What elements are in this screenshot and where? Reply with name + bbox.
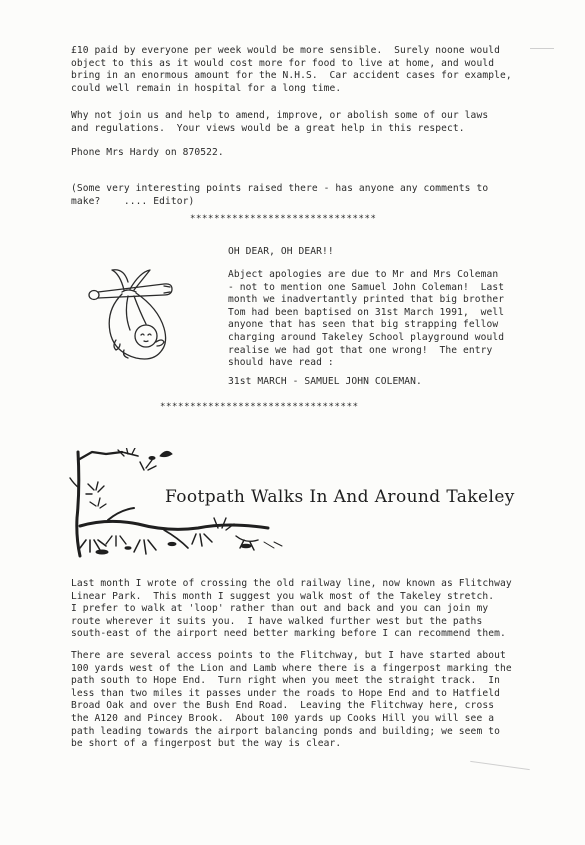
text-line: and regulations. Your views would be a great help in this respect. — [71, 122, 465, 134]
text-line: There are several access points to the Flitchway, but I have started about — [71, 650, 506, 661]
intro-paragraph-2 — [71, 110, 488, 135]
text-line: charging around Takeley School playground would — [228, 331, 505, 343]
text-line: Why not join us and help to amend, improve, or abolish some of our laws — [71, 110, 489, 121]
apology-heading: OH DEAR, OH DEAR!! — [228, 246, 334, 257]
editor-note — [71, 183, 488, 208]
text-line: 100 yards west of the Lion and Lamb where there is a fingerpost marking the — [71, 662, 512, 674]
text-line: could well remain in hospital for a long time. — [71, 82, 342, 94]
phone-line: Phone Mrs Hardy on 870522. — [71, 147, 224, 158]
text-line: Abject apologies are due to Mr and Mrs Coleman — [228, 269, 499, 280]
footpath-paragraph-1 — [71, 578, 512, 641]
footpath-paragraph-2 — [71, 650, 512, 751]
text-line: Last month I wrote of crossing the old railway line, now known as Flitchway — [71, 578, 512, 589]
text-line: I prefer to walk at 'loop' rather than out and back and you can join my — [71, 603, 489, 615]
divider-bottom: ********************************* — [160, 402, 359, 412]
text-line: should have read : — [228, 357, 334, 369]
divider-top: ******************************* — [190, 214, 377, 224]
text-line: route wherever it suits you. I have walked further west but the paths — [71, 615, 483, 627]
text-line: Tom had been baptised on 31st March 1991, well — [228, 306, 505, 318]
apology-correction: 31st MARCH - SAMUEL JOHN COLEMAN. — [228, 376, 422, 387]
apology-body — [228, 269, 504, 370]
intro-paragraph-1 — [71, 45, 512, 95]
text-line: month we inadvertantly printed that big brother — [228, 294, 505, 306]
text-line: make? .... Editor) — [71, 195, 195, 207]
footpath-walks-title: Footpath Walks In And Around Takeley — [165, 487, 515, 507]
text-line: south-east of the airport need better marking before I can recommend them. — [71, 628, 506, 640]
text-line: less than two miles it passes under the roads to Hope End and to Hatfield — [71, 687, 500, 699]
text-line: path south to Hope End. Turn right when you meet the straight track. In — [71, 675, 500, 687]
text-line: object to this as it would cost more for food to live at home, and would — [71, 57, 495, 69]
text-line: bring in an enormous amount for the N.H.S. Car accident cases for example, — [71, 70, 512, 82]
text-line: (Some very interesting points raised there - has anyone any comments to — [71, 183, 489, 194]
text-line: Linear Park. This month I suggest you walk most of the Takeley stretch. — [71, 590, 495, 602]
text-line: be short of a fingerpost but the way is clear. — [71, 738, 342, 750]
text-line: the A120 and Pincey Brook. About 100 yards up Cooks Hill you will see a — [71, 712, 495, 724]
scan-mark — [530, 48, 554, 49]
text-line: £10 paid by everyone per week would be more sensible. Surely noone would — [71, 45, 500, 56]
text-line: - not to mention one Samuel John Coleman! Last — [228, 281, 505, 293]
text-line: Broad Oak and over the Bush End Road. Leaving the Flitchway here, cross — [71, 700, 495, 712]
text-line: path leading towards the airport balancing ponds and building; we seem to — [71, 725, 500, 737]
baby-bundle-illustration — [84, 262, 204, 372]
scan-mark — [470, 761, 530, 770]
text-line: anyone that has seen that big strapping fellow — [228, 319, 499, 331]
text-line: realise we had got that one wrong! The entry — [228, 344, 493, 356]
